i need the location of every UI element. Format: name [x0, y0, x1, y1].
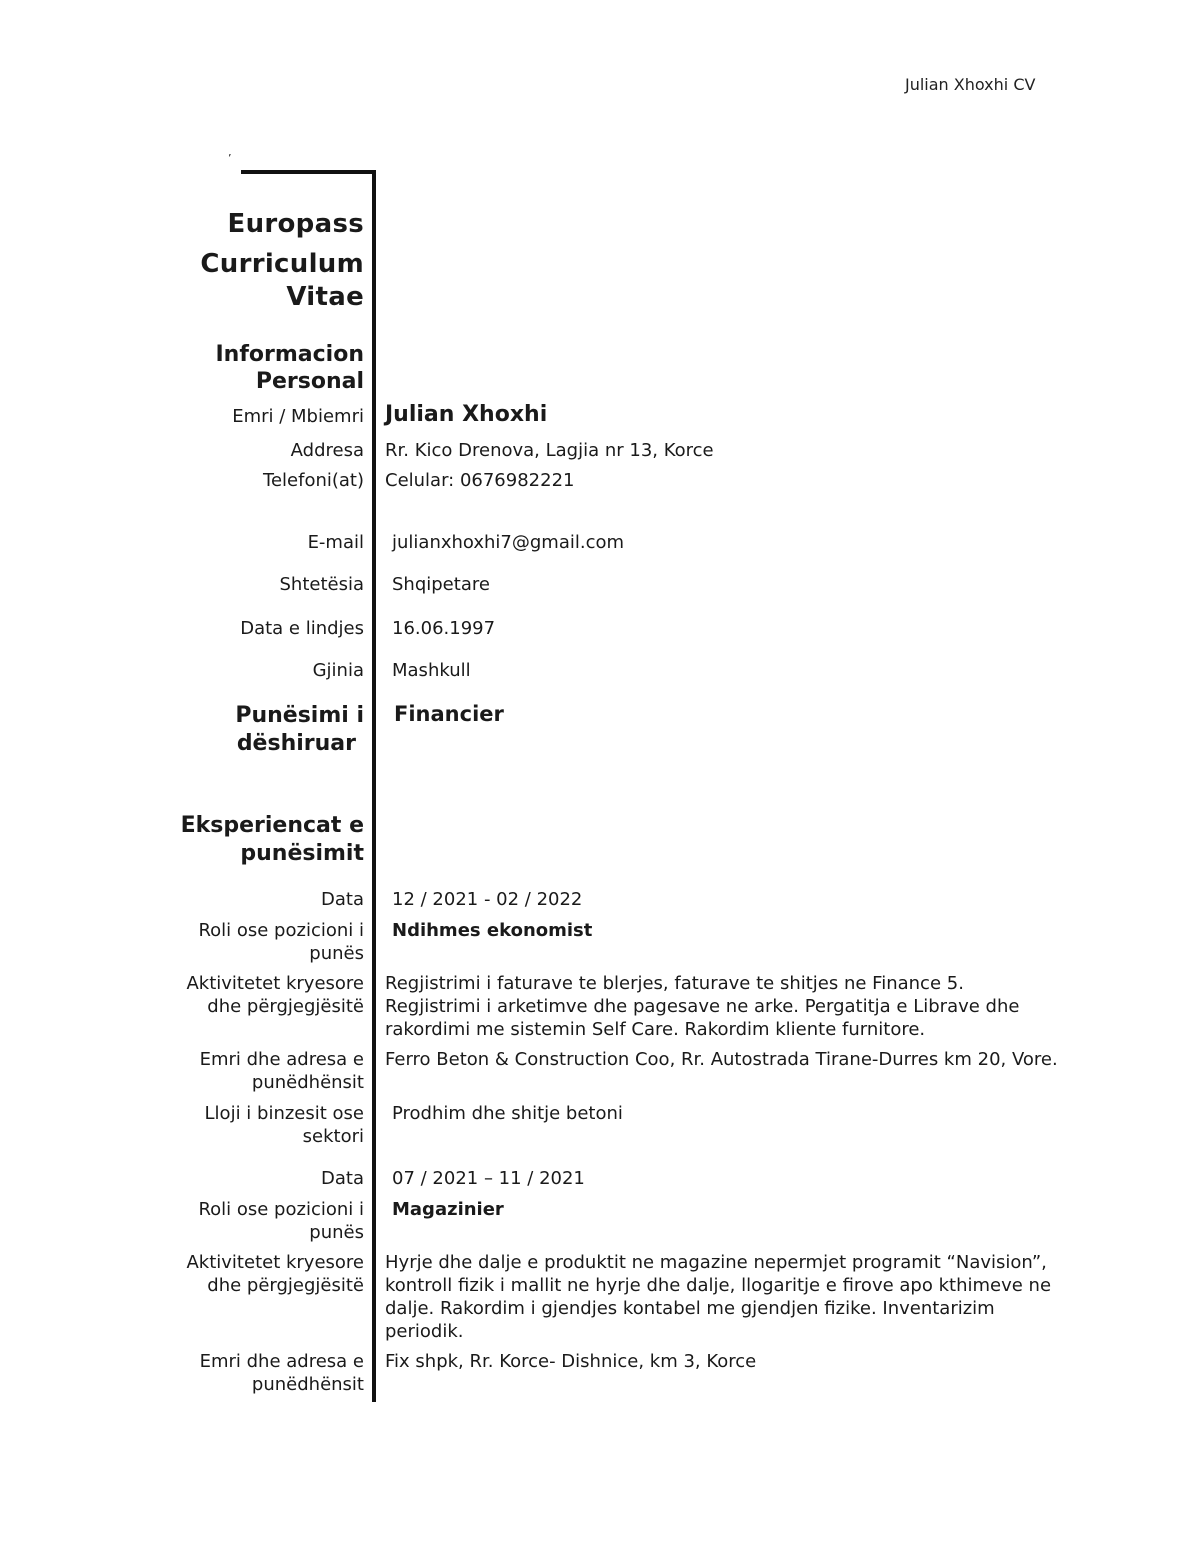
job2-employer-label: Emri dhe adresa e	[199, 1351, 364, 1372]
job2-role-label-2: punës	[309, 1222, 364, 1243]
gender-label: Gjinia	[312, 660, 364, 681]
job1-sector-value: Prodhim dhe shitje betoni	[392, 1103, 623, 1124]
job2-activities-value: Hyrje dhe dalje e produktit ne magazine nepermjet programit “Navision”, kontroll fizik i mallit ne hyrje dhe dalje, llogaritje e firove apo kthimeve ne dalje. Rakordim i gjendjes kontabel me gjendjen fizike. Inventarizim periodik.	[385, 1252, 1052, 1342]
section-heading-experience-2: punësimit	[240, 841, 364, 866]
gender-value: Mashkull	[392, 660, 471, 681]
column-divider	[372, 170, 376, 1402]
birthdate-value: 16.06.1997	[392, 618, 496, 639]
section-heading-personal: Informacion	[215, 342, 364, 367]
name-value: Julian Xhoxhi	[385, 402, 548, 427]
job1-role-label: Roli ose pozicioni i	[198, 920, 364, 941]
email-label: E-mail	[307, 532, 364, 553]
title-curriculum: Curriculum	[200, 249, 364, 279]
citizenship-label: Shtetësia	[279, 574, 364, 595]
birthdate-label: Data e lindjes	[240, 618, 364, 639]
job2-employer-value: Fix shpk, Rr. Korce- Dishnice, km 3, Korce	[385, 1351, 757, 1372]
job2-date-label: Data	[321, 1168, 364, 1189]
email-value[interactable]: julianxhoxhi7@gmail.com	[392, 532, 625, 553]
page-header: Julian Xhoxhi CV	[905, 75, 1036, 94]
job1-date-value: 12 / 2021 - 02 / 2022	[392, 889, 583, 910]
job1-activities-label: Aktivitetet kryesore	[186, 973, 364, 994]
citizenship-value: Shqipetare	[392, 574, 490, 595]
title-europass: Europass	[227, 209, 364, 239]
job1-activities-label-2: dhe përgjegjësitë	[207, 996, 364, 1017]
name-label: Emri / Mbiemri	[232, 406, 364, 427]
top-rule	[241, 170, 376, 174]
address-label: Addresa	[290, 440, 364, 461]
title-vitae: Vitae	[286, 282, 364, 312]
section-heading-experience: Eksperiencat e	[180, 813, 364, 838]
desired-job-label-2: dëshiruar	[236, 731, 356, 756]
section-heading-personal-2: Personal	[255, 369, 364, 394]
job1-employer-label-2: punëdhënsit	[251, 1072, 364, 1093]
job1-role-label-2: punës	[309, 943, 364, 964]
stray-mark: ’	[228, 152, 232, 165]
job1-role-value: Ndihmes ekonomist	[392, 920, 593, 941]
job1-employer-label: Emri dhe adresa e	[199, 1049, 364, 1070]
desired-job-label: Punësimi i	[235, 703, 364, 728]
job2-role-value: Magazinier	[392, 1199, 504, 1220]
desired-job-value: Financier	[394, 702, 504, 726]
job2-activities-label: Aktivitetet kryesore	[186, 1252, 364, 1273]
job1-activities-value: Regjistrimi i faturave te blerjes, faturave te shitjes ne Finance 5. Regjistrimi i arketimve dhe pagesave ne arke. Pergatitja e Librave dhe rakordimi me sistemin Self Care. Rakordim kliente furnitore.	[385, 973, 1020, 1040]
job2-activities-label-2: dhe përgjegjësitë	[207, 1275, 364, 1296]
job1-date-label: Data	[321, 889, 364, 910]
job2-role-label: Roli ose pozicioni i	[198, 1199, 364, 1220]
job2-date-value: 07 / 2021 – 11 / 2021	[392, 1168, 585, 1189]
phone-label: Telefoni(at)	[263, 470, 364, 491]
phone-value: Celular: 0676982221	[385, 470, 575, 491]
job1-sector-label-2: sektori	[302, 1126, 364, 1147]
job2-employer-label-2: punëdhënsit	[251, 1374, 364, 1395]
address-value: Rr. Kico Drenova, Lagjia nr 13, Korce	[385, 440, 714, 461]
job1-sector-label: Lloji i binzesit ose	[204, 1103, 364, 1124]
job1-employer-value: Ferro Beton & Construction Coo, Rr. Autostrada Tirane-Durres km 20, Vore.	[385, 1049, 1058, 1070]
